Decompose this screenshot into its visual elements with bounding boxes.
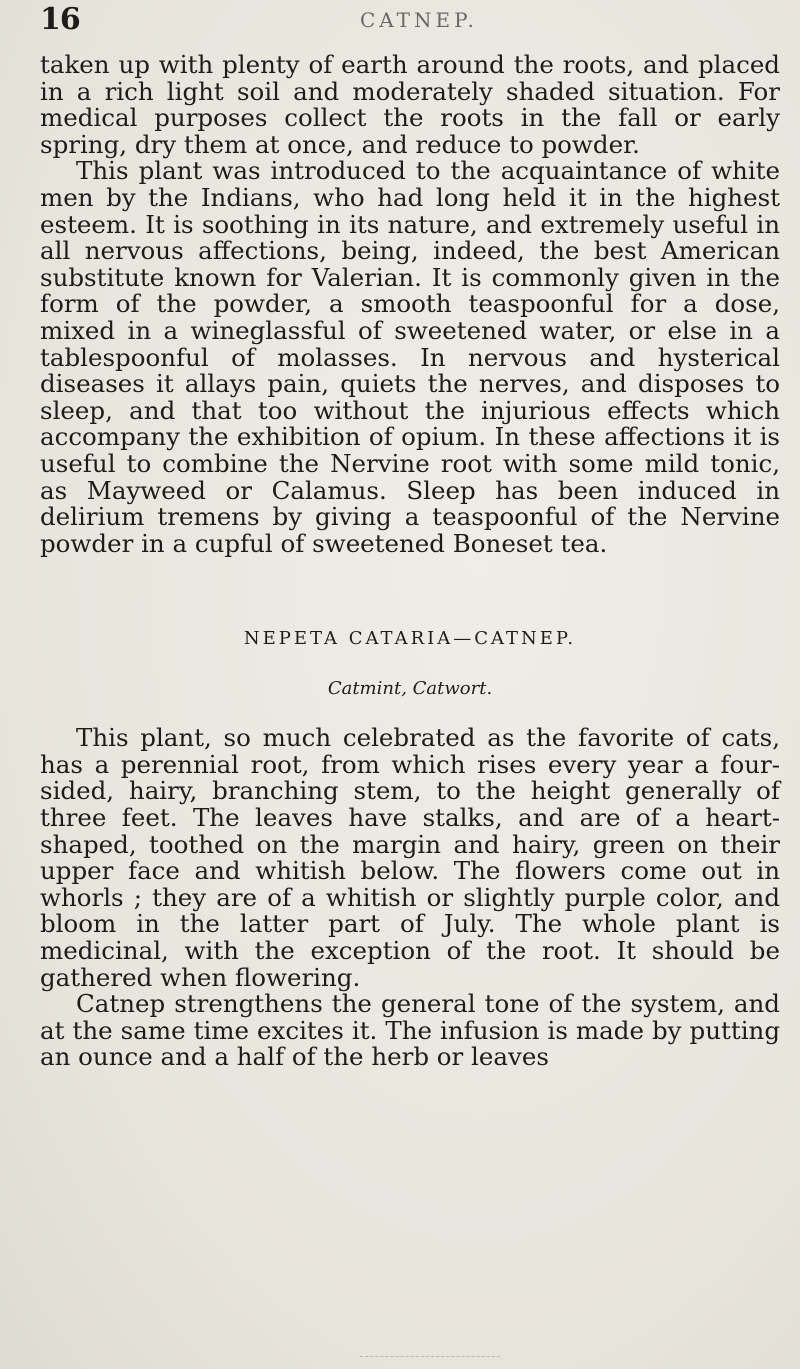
paragraph-continued: taken up with plenty of earth around the roots, and placed in a rich light soil and moderately shaded situation. For medical purposes collect the roots in the fall or early spring, dry them at once, and reduce to powder. [40, 50, 780, 159]
paragraph-catnep-uses: Catnep strengthens the general tone of the system, and at the same time excites it. The infusion is made by putting an ounce and a half of the herb or leaves [40, 989, 780, 1072]
body-text [40, 52, 780, 1071]
section-subheading: Catmint, Catwort. [327, 678, 493, 700]
bottom-smudge [360, 1356, 500, 1363]
running-head [40, 2, 800, 42]
page-number: 16 [40, 2, 80, 37]
running-title: CATNEP. [360, 8, 478, 32]
paragraph-nervine-uses: This plant was introduced to the acquaintance of white men by the Indians, who had long held it in the highest esteem. It is soothing in its nature, and extremely useful in all nervous affections, being, indeed, the best American substitute known for Valerian. It is commonly given in the form of the powder, a smooth teaspoonful for a dose, mixed in a wineglassful of sweetened water, or else in a tablespoonful of molasses. In nervous and hysterical diseases it allays pain, quiets the nerves, and disposes to sleep, and that too without the injurious effects which accompany the exhibition of opium. In these affections it is useful to combine the Nervine root with some mild tonic, as Mayweed or Calamus. Sleep has been induced in delirium tremens by giving a teaspoonful of the Nervine powder in a cupful of sweetened Boneset tea. [40, 156, 780, 558]
paragraph-catnep-description: This plant, so much celebrated as the favorite of cats, has a perennial root, from which rises every year a four-sided, hairy, branching stem, to the height generally of three feet. The leaves have stalks, and are of a heart-shaped, toothed on the margin and hairy, green on their upper face and whitish below. The flowers come out in whorls ; they are of a whitish or slightly purple color, and bloom in the latter part of July. The whole plant is medicinal, with the exception of the root. It should be gathered when flowering. [40, 723, 780, 992]
section-heading: NEPETA CATARIA—CATNEP. [243, 628, 577, 650]
